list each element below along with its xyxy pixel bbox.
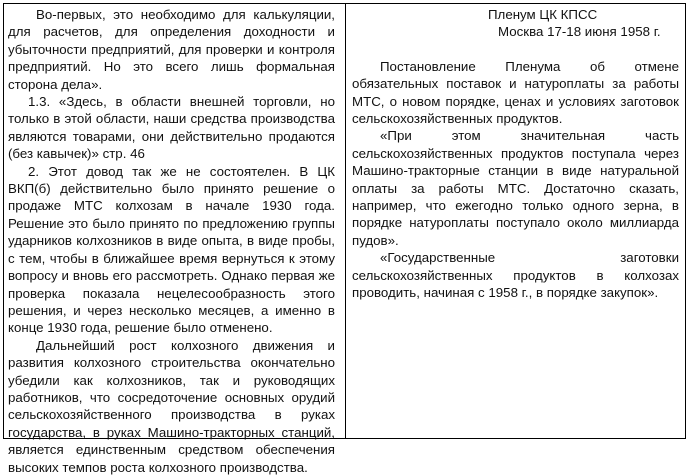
paragraph: 1.3. «Здесь, в области внешней торговли, но только в этой области, наши средства производства являются товарами, они действительно продаются (без кавычек)» стр. 46 [8,94,335,162]
right-column [346,4,685,438]
paragraph: Постановление Пленума об отмене обязательных поставок и натуроплаты за работы МТС, о новом порядке, ценах и условиях заготовок сельскохозяйственных продуктов. [352,58,679,127]
comparison-table [3,3,686,475]
paragraph: «Государственные заготовки сельскохозяйственных продуктов в колхозах проводить, начиная с 1958 г., в порядке закупок». [352,250,679,301]
header-title: Пленум ЦК КПСС [488,7,598,22]
header-date: Москва 17-18 июня 1958 г. [498,24,661,40]
paragraph: Дальнейший рост колхозного движения и развития колхозного строительства окончательно убедили как колхозников, так и руководящих работников, что сосредоточение основных орудий сельскохозяйственного производства в руках государства, в руках Машино-тракторных станций, является единственным средством обеспечения высоких темпов роста колхозного производства. [8,337,335,475]
paragraph: 2. Этот довод так же не состоятелен. В ЦК ВКП(б) действительно было принято решение о продаже МТС колхозам в начале 1930 года. Решение это было принято по предложению группы ударников колхозников в виде опыта, в виде пробы, с тем, чтобы в ближайшее время вернуться к этому вопросу и вновь его рассмотреть. Однако первая же проверка показала нецелесообразность этого решения, и через несколько месяцев, а именно в конце 1930 года, решение было отменено. [8,163,335,336]
paragraph: «При этом значительная часть сельскохозяйственных продуктов поступала через Машино-тракторные станции в виде натуральной оплаты за работы МТС. Достаточно сказать, например, что ежегодно только одного зерна, в порядке натуроплаты поступало около миллиарда пудов». [352,128,679,248]
spacer [352,41,679,58]
left-column [4,4,346,475]
paragraph: Во-первых, это необходимо для калькуляции, для расчетов, для определения доходности и убыточности предприятий, для проверки и контроля предприятий. Но это всего лишь формальная сторона дела». [8,7,335,92]
